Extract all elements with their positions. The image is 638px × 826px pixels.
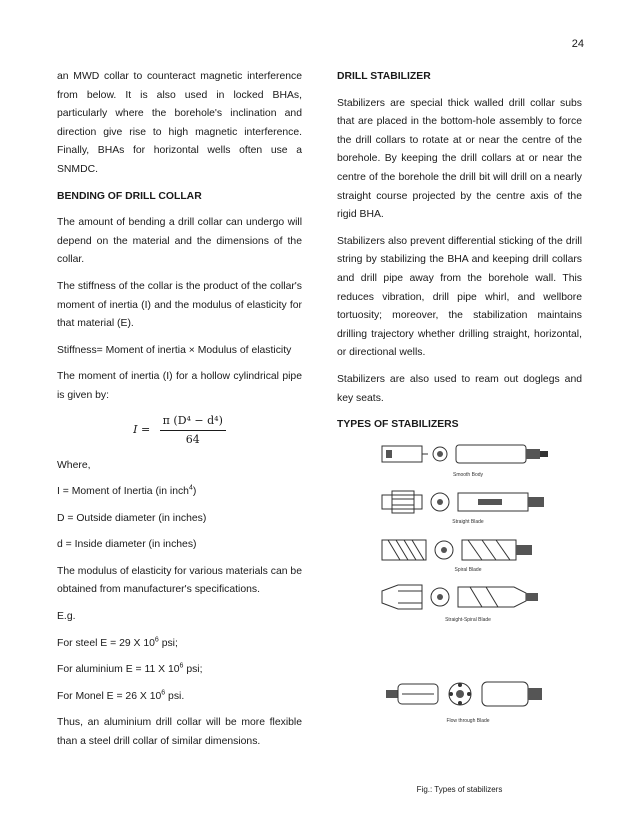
definition-d: d = Inside diameter (in inches) — [57, 539, 197, 551]
eg-label: E.g. — [57, 611, 76, 623]
straight-spiral-blade-stabilizer-drawing — [378, 579, 558, 625]
figure-label: Flow through Blade — [446, 718, 490, 724]
steel-modulus-exponent: 6 — [154, 636, 159, 644]
definition-D: D = Outside diameter (in inches) — [57, 512, 207, 524]
smooth-body-stabilizer-drawing — [378, 438, 558, 480]
aluminium-modulus — [57, 661, 302, 680]
left-column — [57, 68, 302, 760]
where-label: Where, — [57, 459, 91, 471]
flow-through-blade-stabilizer-drawing — [378, 670, 558, 730]
page-number: 24 — [571, 38, 584, 50]
aluminium-modulus-exponent: 6 — [179, 662, 184, 670]
formula-numerator: π (D⁴ − d⁴) — [160, 414, 226, 431]
definition-I-text: I = Moment of Inertia (in inch — [57, 486, 189, 498]
paragraph: Stabilizers are also used to ream out doglegs and key seats. — [337, 373, 582, 404]
figure-label: Straight-Spiral Blade — [445, 617, 491, 623]
definition-I — [57, 483, 302, 502]
section-heading-types: TYPES OF STABILIZERS — [337, 419, 459, 431]
stabilizer-types-figure — [378, 438, 558, 735]
figure-label: Straight Blade — [452, 519, 484, 525]
formula-denominator: 64 — [185, 432, 200, 446]
aluminium-modulus-unit: psi; — [183, 664, 203, 676]
paragraph: The moment of inertia (I) for a hollow cylindrical pipe is given by: — [57, 371, 302, 401]
formula-fraction — [160, 414, 226, 447]
stiffness-equation: Stiffness= Moment of inertia × Modulus of elasticity — [57, 344, 292, 356]
section-heading-stabilizer: DRILL STABILIZER — [337, 71, 431, 82]
paragraph: Thus, an aluminium drill collar will be more flexible than a steel drill collar of similar dimensions. — [57, 717, 302, 748]
moment-of-inertia-formula — [57, 414, 302, 447]
figure-label: Smooth Body — [452, 472, 484, 478]
straight-blade-stabilizer-drawing — [378, 485, 558, 527]
paragraph: an MWD collar to counteract magnetic interference from below. It is also used in locked BHAs, particularly where the borehole's inclination and direction give rise to high magnetic interference. Finally, BHAs for horizontal wells often use a SNMDC. — [57, 71, 302, 175]
aluminium-modulus-text: For aluminium E = 11 X 10 — [57, 664, 180, 676]
steel-modulus-text: For steel E = 29 X 10 — [57, 637, 155, 649]
paragraph: The amount of bending a drill collar can undergo will depend on the material and the dimensions of the collar. — [57, 217, 302, 266]
formula-lhs: I = — [133, 423, 151, 436]
section-heading-bending: BENDING OF DRILL COLLAR — [57, 190, 202, 202]
definition-I-end: ) — [192, 486, 197, 498]
paragraph: The stiffness of the collar is the product of the collar's moment of inertia (I) and the modulus of elasticity for that material (E). — [57, 280, 302, 330]
paragraph: Stabilizers are special thick walled drill collar subs that are placed in the bottom-hole assembly to force the drill collars to rotate at or near the centre of the borehole. By keeping the drill collars at or near the centre of the borehole the drill bit will drill on a nearly straight course projected by the centre axis of the rigid BHA. — [337, 97, 582, 221]
monel-modulus — [57, 688, 302, 707]
monel-modulus-text: For Monel E = 26 X 10 — [57, 690, 162, 702]
figure-caption: Fig.: Types of stabilizers — [416, 785, 503, 794]
figure-label: Spiral Blade — [454, 567, 482, 573]
steel-modulus-unit: psi; — [158, 637, 178, 649]
monel-modulus-exponent: 6 — [161, 689, 166, 697]
spiral-blade-stabilizer-drawing — [378, 532, 558, 574]
steel-modulus — [57, 635, 302, 654]
paragraph: The modulus of elasticity for various materials can be obtained from manufacturer's specifications. — [57, 565, 302, 596]
monel-modulus-unit: psi. — [165, 690, 185, 702]
paragraph: Stabilizers also prevent differential sticking of the drill string by stabilizing the BHA and keeping drill collars and drill pipe away from the borehole wall. This reduces vibration, drill pipe whirl, and wellbore tortuosity; moreover, the stabilization maintains drilling trajectory whether drilling straight, horizontal, or directional wells. — [337, 235, 582, 359]
right-column — [337, 68, 582, 443]
definition-I-superscript: 4 — [188, 484, 193, 492]
